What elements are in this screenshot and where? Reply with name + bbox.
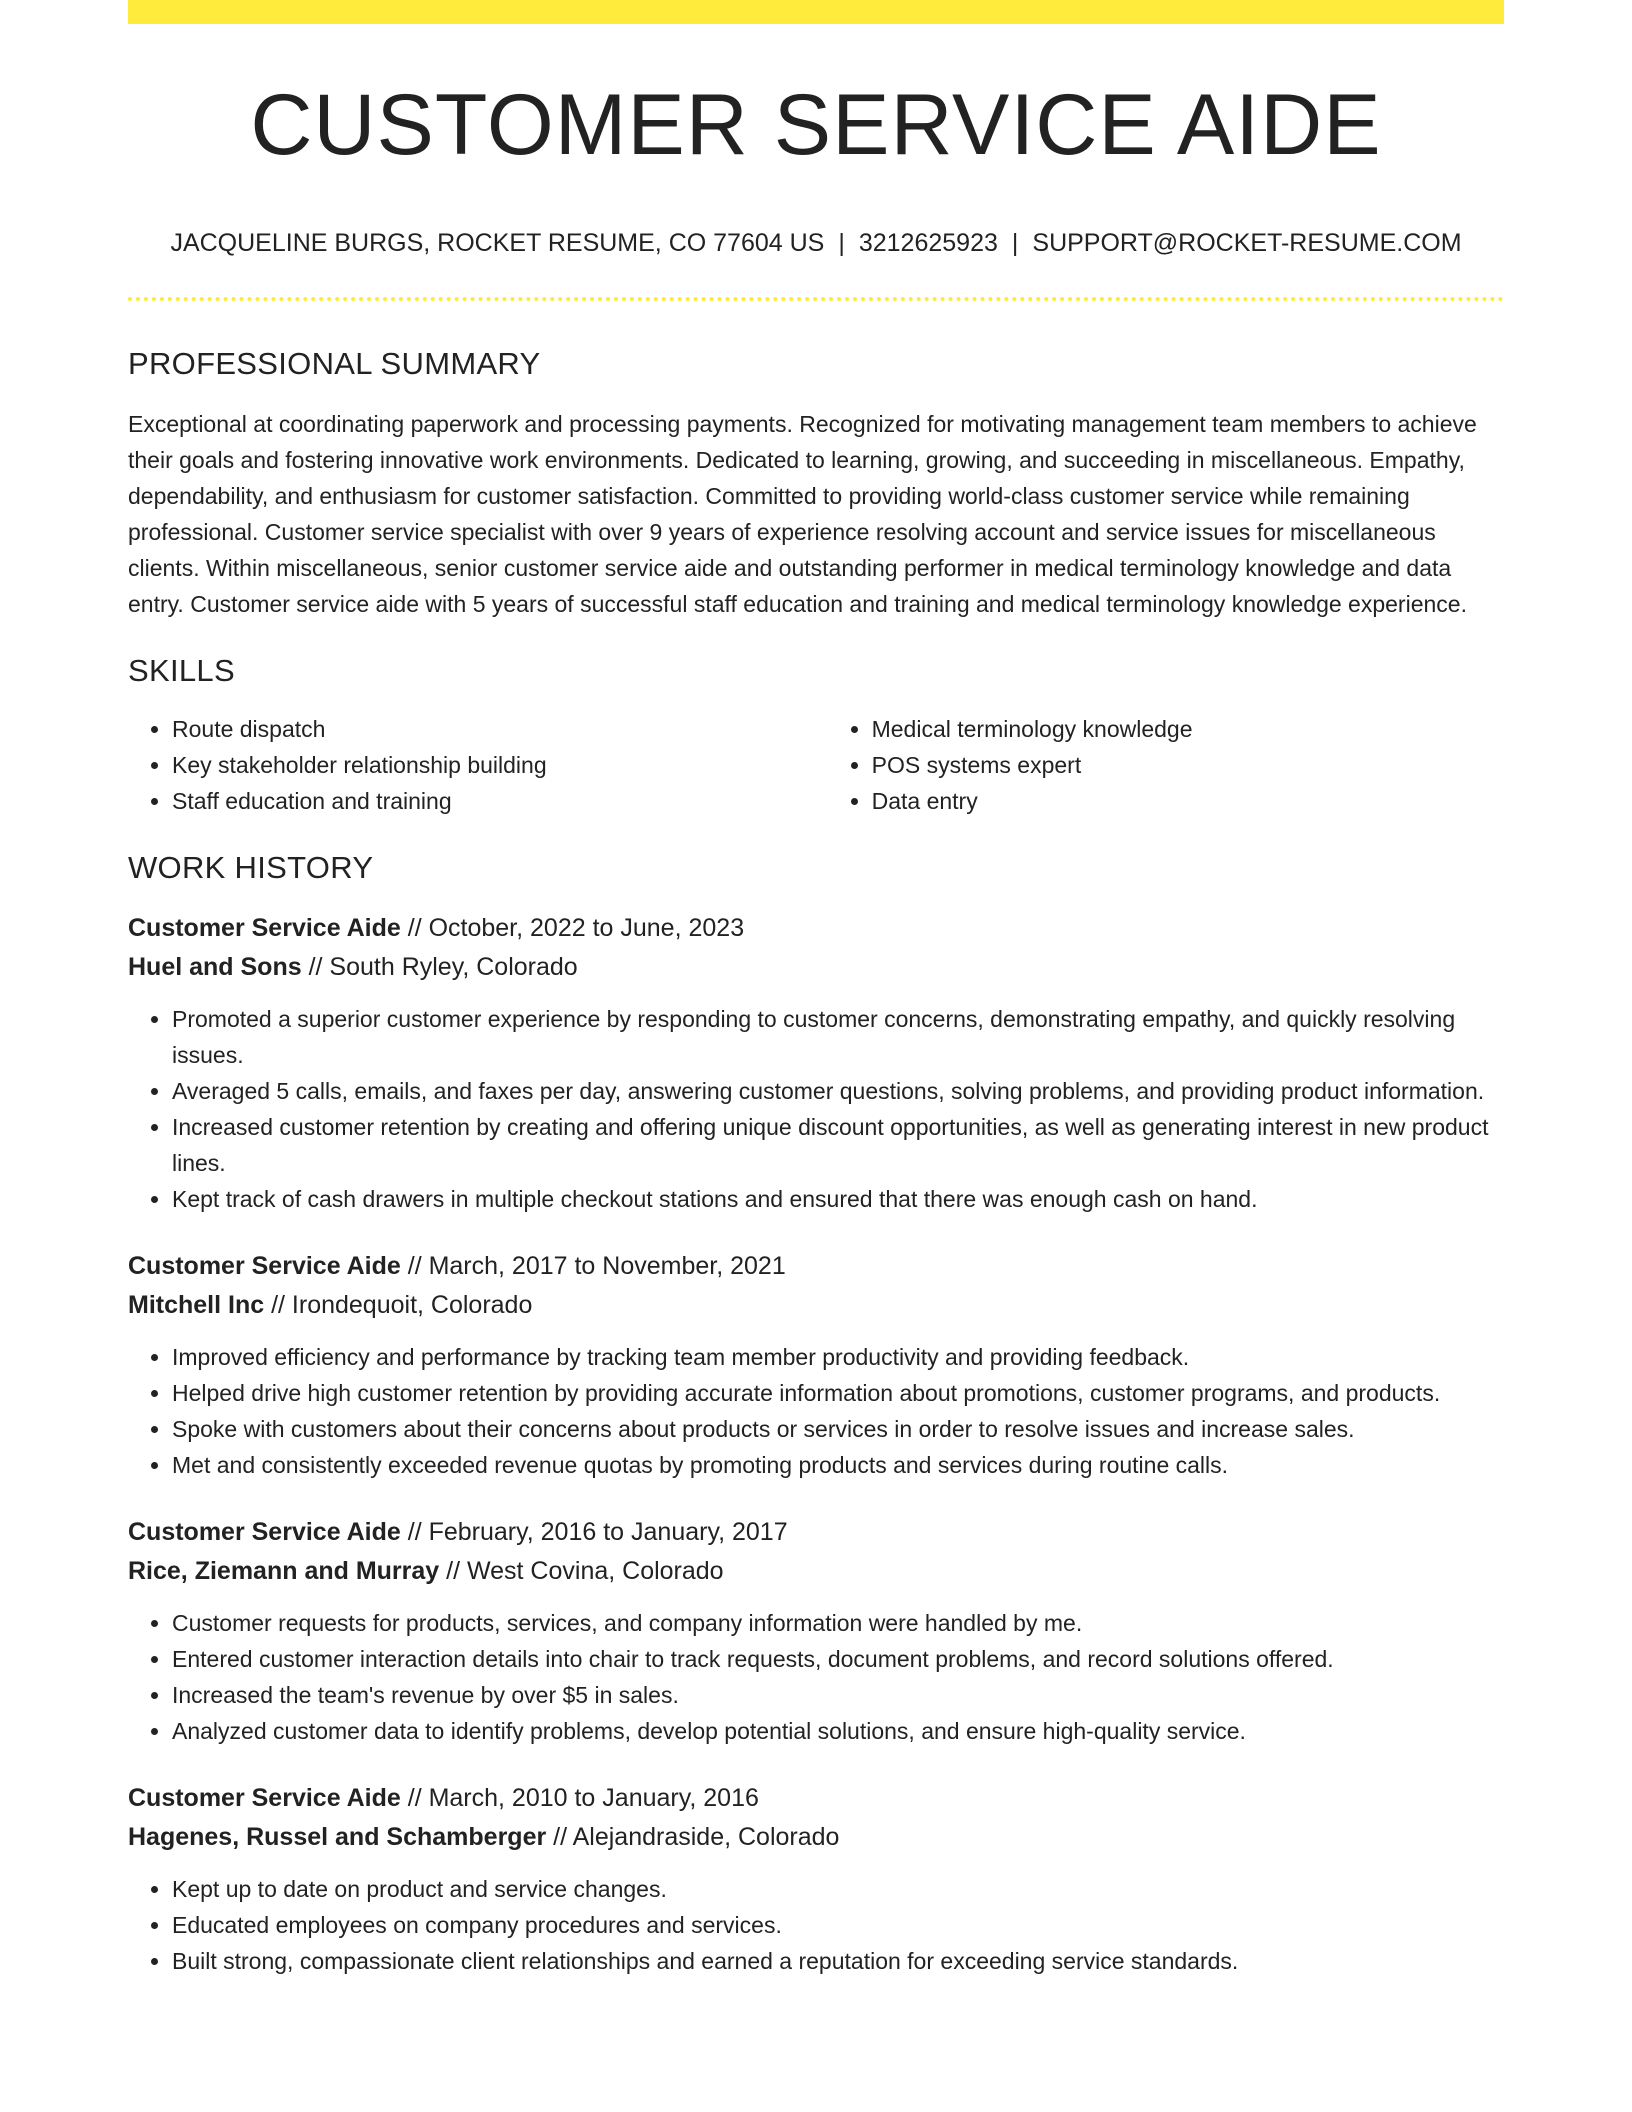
contact-phone: 3212625923 — [858, 229, 998, 257]
skill-item: • POS systems expert — [872, 747, 1504, 783]
job-company-line — [128, 948, 1504, 987]
job-company: Hagenes, Russel and Schamberger — [128, 1822, 547, 1851]
job-company: Rice, Ziemann and Murray — [128, 1556, 440, 1585]
job-bullet: • Educated employees on company procedures and services. — [172, 1907, 1504, 1943]
skills-grid — [128, 711, 1504, 819]
job-entry — [128, 1247, 1504, 1483]
job-location: // West Covina, Colorado — [439, 1556, 724, 1585]
summary-text: Exceptional at coordinating paperwork and processing payments. Recognized for motivating management team members to achieve their goals and fostering innovative work environments. Dedicated to learning, growing, and succeeding in miscellaneous. Empathy, dependability, and enthusiasm for customer satisfaction. Committed to providing world-class customer service while remaining professional. Customer service specialist with over 9 years of experience resolving account and service issues for miscellaneous clients. Within miscellaneous, senior customer service aide and outstanding performer in medical terminology knowledge and data entry. Customer service aide with 5 years of successful staff education and training and medical terminology knowledge experience. — [128, 411, 1477, 618]
job-company-line — [128, 1818, 1504, 1857]
skill-item: • Key stakeholder relationship building — [172, 747, 828, 783]
skill-item: • Data entry — [872, 783, 1504, 819]
job-entry — [128, 1513, 1504, 1749]
job-bullet: • Met and consistently exceeded revenue quotas by promoting products and services during routine calls. — [172, 1447, 1504, 1483]
job-bullet: • Promoted a superior customer experience by responding to customer concerns, demonstrating empathy, and quickly resolving issues. — [172, 1001, 1504, 1073]
job-company: Mitchell Inc — [128, 1290, 265, 1319]
accent-top-bar — [128, 0, 1504, 24]
job-bullet: • Increased customer retention by creating and offering unique discount opportunities, as well as generating interest in new product lines. — [172, 1109, 1504, 1181]
job-title-line — [128, 1779, 1504, 1818]
job-bullets — [128, 1001, 1504, 1217]
summary-heading: PROFESSIONAL SUMMARY — [128, 346, 541, 381]
job-bullet: • Increased the team's revenue by over $5 in sales. — [172, 1677, 1504, 1713]
resume-content — [128, 24, 1504, 1979]
job-bullet: • Improved efficiency and performance by tracking team member productivity and providing feedback. — [172, 1339, 1504, 1375]
skill-item: • Route dispatch — [172, 711, 828, 747]
job-title: Customer Service Aide — [128, 1783, 401, 1812]
job-bullet: • Kept track of cash drawers in multiple checkout stations and ensured that there was enough cash on hand. — [172, 1181, 1504, 1217]
job-title-line — [128, 1513, 1504, 1552]
contact-email: SUPPORT@ROCKET-RESUME.COM — [1032, 229, 1462, 257]
skills-heading: SKILLS — [128, 653, 235, 689]
job-bullet: • Kept up to date on product and service changes. — [172, 1871, 1504, 1907]
job-location: // South Ryley, Colorado — [301, 952, 578, 981]
job-location: // Irondequoit, Colorado — [264, 1290, 533, 1319]
job-bullet: • Analyzed customer data to identify problems, develop potential solutions, and ensure high-quality service. — [172, 1713, 1504, 1749]
job-location: // Alejandraside, Colorado — [546, 1822, 840, 1851]
contact-address: JACQUELINE BURGS, ROCKET RESUME, CO 77604 US — [170, 229, 825, 257]
job-bullet: • Built strong, compassionate client relationships and earned a reputation for exceeding service standards. — [172, 1943, 1504, 1979]
contact-separator: | — [1011, 229, 1019, 257]
skills-right-column — [828, 711, 1504, 819]
work-history-heading: WORK HISTORY — [128, 850, 374, 886]
job-bullet: • Customer requests for products, services, and company information were handled by me. — [172, 1605, 1504, 1641]
job-bullet: • Entered customer interaction details into chair to track requests, document problems, and record solutions offered. — [172, 1641, 1504, 1677]
job-company: Huel and Sons — [128, 952, 302, 981]
job-dates: // March, 2010 to January, 2016 — [400, 1783, 759, 1812]
job-company-line — [128, 1286, 1504, 1325]
job-entry — [128, 1779, 1504, 1979]
job-bullet: • Spoke with customers about their concerns about products or services in order to resolve issues and increase sales. — [172, 1411, 1504, 1447]
resume-title: CUSTOMER SERVICE AIDE — [250, 77, 1382, 173]
job-company-line — [128, 1552, 1504, 1591]
job-bullets — [128, 1339, 1504, 1483]
job-bullets — [128, 1605, 1504, 1749]
job-title: Customer Service Aide — [128, 1251, 401, 1280]
skills-left-column — [128, 711, 828, 819]
skill-item: • Staff education and training — [172, 783, 828, 819]
job-bullet: • Averaged 5 calls, emails, and faxes per day, answering customer questions, solving problems, and providing product information. — [172, 1073, 1504, 1109]
job-entry — [128, 909, 1504, 1217]
job-bullets — [128, 1871, 1504, 1979]
job-title: Customer Service Aide — [128, 1517, 401, 1546]
job-dates: // October, 2022 to June, 2023 — [400, 913, 745, 942]
job-dates: // February, 2016 to January, 2017 — [400, 1517, 788, 1546]
job-title-line — [128, 909, 1504, 948]
job-bullet: • Helped drive high customer retention by providing accurate information about promotions, customer programs, and products. — [172, 1375, 1504, 1411]
job-title-line — [128, 1247, 1504, 1286]
contact-line — [128, 228, 1504, 258]
job-dates: // March, 2017 to November, 2021 — [400, 1251, 786, 1280]
dotted-divider — [128, 297, 1504, 301]
skill-item: • Medical terminology knowledge — [872, 711, 1504, 747]
job-title: Customer Service Aide — [128, 913, 401, 942]
contact-separator: | — [838, 229, 845, 257]
